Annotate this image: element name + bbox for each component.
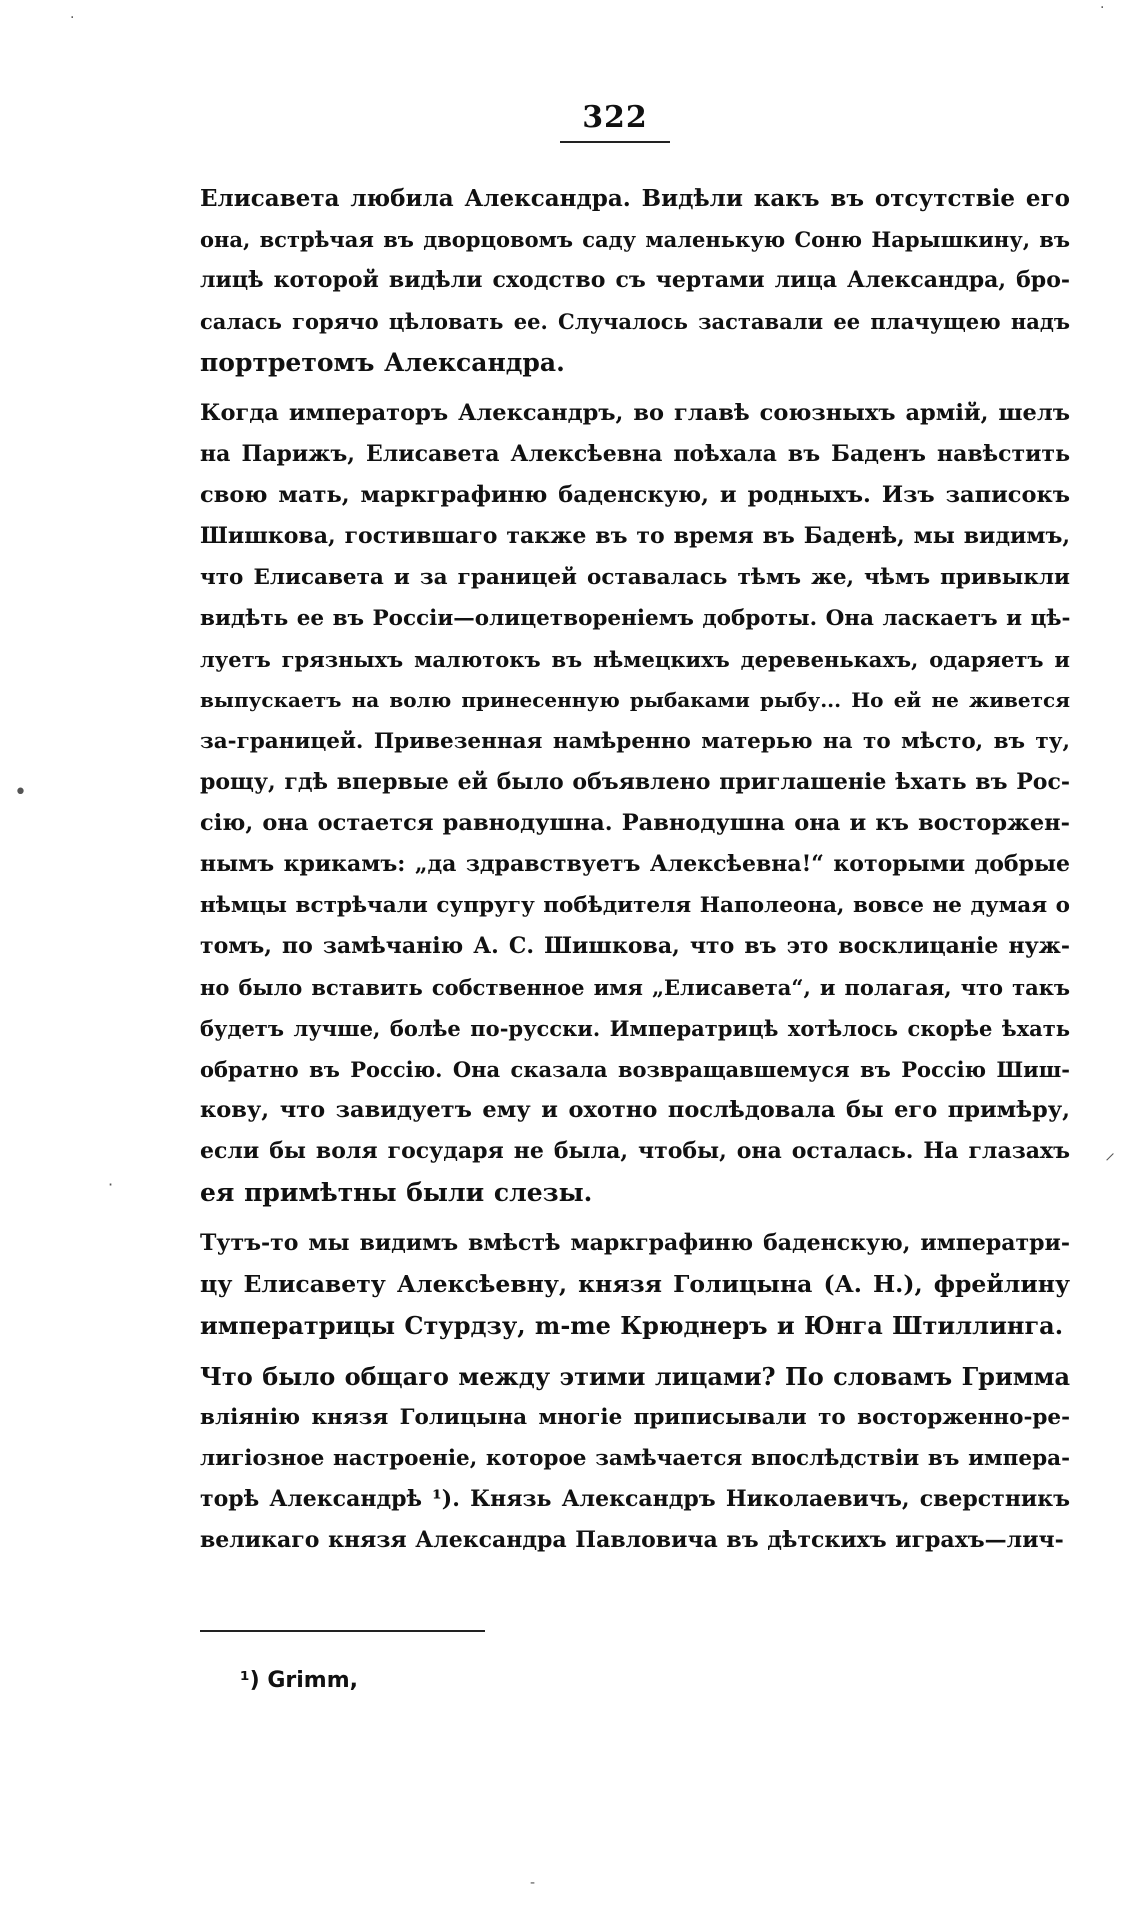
text-line: лигіозное настроеніе, которое замѣчается впослѣдствіи въ импера- bbox=[200, 1446, 1070, 1471]
text-line: но было вставить собственное имя „Елисавета“, и полагая, что такъ bbox=[200, 975, 1070, 1000]
text-line: Елисавета любила Александра. Видѣли какъ въ отсутствіе его bbox=[200, 185, 1070, 212]
text-line: цу Елисавету Алексѣевну, князя Голицына (А. Н.), фрейлину bbox=[200, 1270, 1070, 1298]
text-line: лицѣ которой видѣли сходство съ чертами лица Александра, бро- bbox=[200, 267, 1070, 293]
text-line: кову, что завидуетъ ему и охотно послѣдовала бы его примѣру, bbox=[200, 1097, 1070, 1123]
scan-speck: · bbox=[108, 1175, 114, 1194]
text-line: нымъ крикамъ: „да здравствуетъ Алексѣевна!“ которыми добрые bbox=[200, 851, 1070, 877]
page-number: 322 bbox=[560, 100, 670, 143]
paragraph bbox=[200, 178, 1070, 383]
text-line: что Елисавета и за границей оставалась тѣмъ же, чѣмъ привыкли bbox=[200, 565, 1070, 590]
text-line: Когда императоръ Александръ, во главѣ союзныхъ армій, шелъ bbox=[200, 400, 1070, 426]
text-line: если бы воля государя не была, чтобы, она осталась. На глазахъ bbox=[200, 1138, 1070, 1164]
text-line: Что было общаго между этими лицами? По словамъ Гримма bbox=[200, 1362, 1070, 1391]
body-text bbox=[200, 178, 1070, 1571]
paragraph bbox=[200, 1223, 1070, 1346]
text-line: ея примѣтны были слезы. bbox=[200, 1178, 593, 1207]
text-line: Шишкова, гостившаго также въ то время въ Баденѣ, мы видимъ, bbox=[200, 523, 1070, 549]
text-line: свою мать, маркграфиню баденскую, и родныхъ. Изъ записокъ bbox=[200, 482, 1070, 508]
scan-speck: ⸝ bbox=[1105, 1140, 1115, 1164]
text-line: томъ, по замѣчанію А. С. Шишкова, что въ это восклицаніе нуж- bbox=[200, 933, 1070, 959]
text-line: нѣмцы встрѣчали супругу побѣдителя Наполеона, вовсе не думая о bbox=[200, 893, 1070, 918]
paragraph bbox=[200, 393, 1070, 1213]
text-line: обратно въ Россію. Она сказала возвращавшемуся въ Россію Шиш- bbox=[200, 1057, 1070, 1082]
scan-speck: • bbox=[14, 780, 27, 805]
text-line: за-границей. Привезенная намѣренно матерью на то мѣсто, въ ту, bbox=[200, 729, 1070, 754]
text-line: выпускаетъ на волю принесенную рыбаками рыбу... Но ей не живется bbox=[200, 688, 1070, 712]
scan-speck: - bbox=[530, 1875, 536, 1891]
text-line: она, встрѣчая въ дворцовомъ саду маленькую Соню Нарышкину, въ bbox=[200, 227, 1070, 252]
footnote: ¹) Grimm, bbox=[240, 1668, 359, 1693]
text-line: торѣ Александрѣ ¹). Князь Александръ Николаевичъ, сверстникъ bbox=[200, 1486, 1070, 1512]
text-line: видѣть ее въ Россіи—олицетвореніемъ доброты. Она ласкаетъ и цѣ- bbox=[200, 606, 1070, 631]
text-line: на Парижъ, Елисавета Алексѣевна поѣхала въ Баденъ навѣстить bbox=[200, 441, 1070, 467]
text-line: Тутъ-то мы видимъ вмѣстѣ маркграфиню баденскую, императри- bbox=[200, 1230, 1070, 1256]
text-line: будетъ лучше, болѣе по-русски. Императрицѣ хотѣлось скорѣе ѣхать bbox=[200, 1016, 1070, 1041]
scan-speck: · bbox=[70, 10, 75, 26]
text-line: императрицы Стурдзу, m-me Крюднеръ и Юнга Штиллинга. bbox=[200, 1311, 1064, 1340]
text-line: портретомъ Александра. bbox=[200, 348, 565, 377]
text-line: сію, она остается равнодушна. Равнодушна она и къ восторжен- bbox=[200, 810, 1070, 836]
text-line: салась горячо цѣловать ее. Случалось заставали ее плачущею надъ bbox=[200, 309, 1070, 334]
paragraph bbox=[200, 1356, 1070, 1561]
text-line: луетъ грязныхъ малютокъ въ нѣмецкихъ деревенькахъ, одаряетъ и bbox=[200, 647, 1070, 672]
text-line: великаго князя Александра Павловича въ дѣтскихъ играхъ—лич- bbox=[200, 1527, 1064, 1553]
text-line: рощу, гдѣ впервые ей было объявлено приглашеніе ѣхать въ Рос- bbox=[200, 769, 1070, 795]
footnote-divider bbox=[200, 1630, 485, 1632]
scan-speck: · bbox=[1100, 0, 1105, 16]
text-line: вліянію князя Голицына многіе приписывали то восторженно-ре- bbox=[200, 1405, 1070, 1430]
